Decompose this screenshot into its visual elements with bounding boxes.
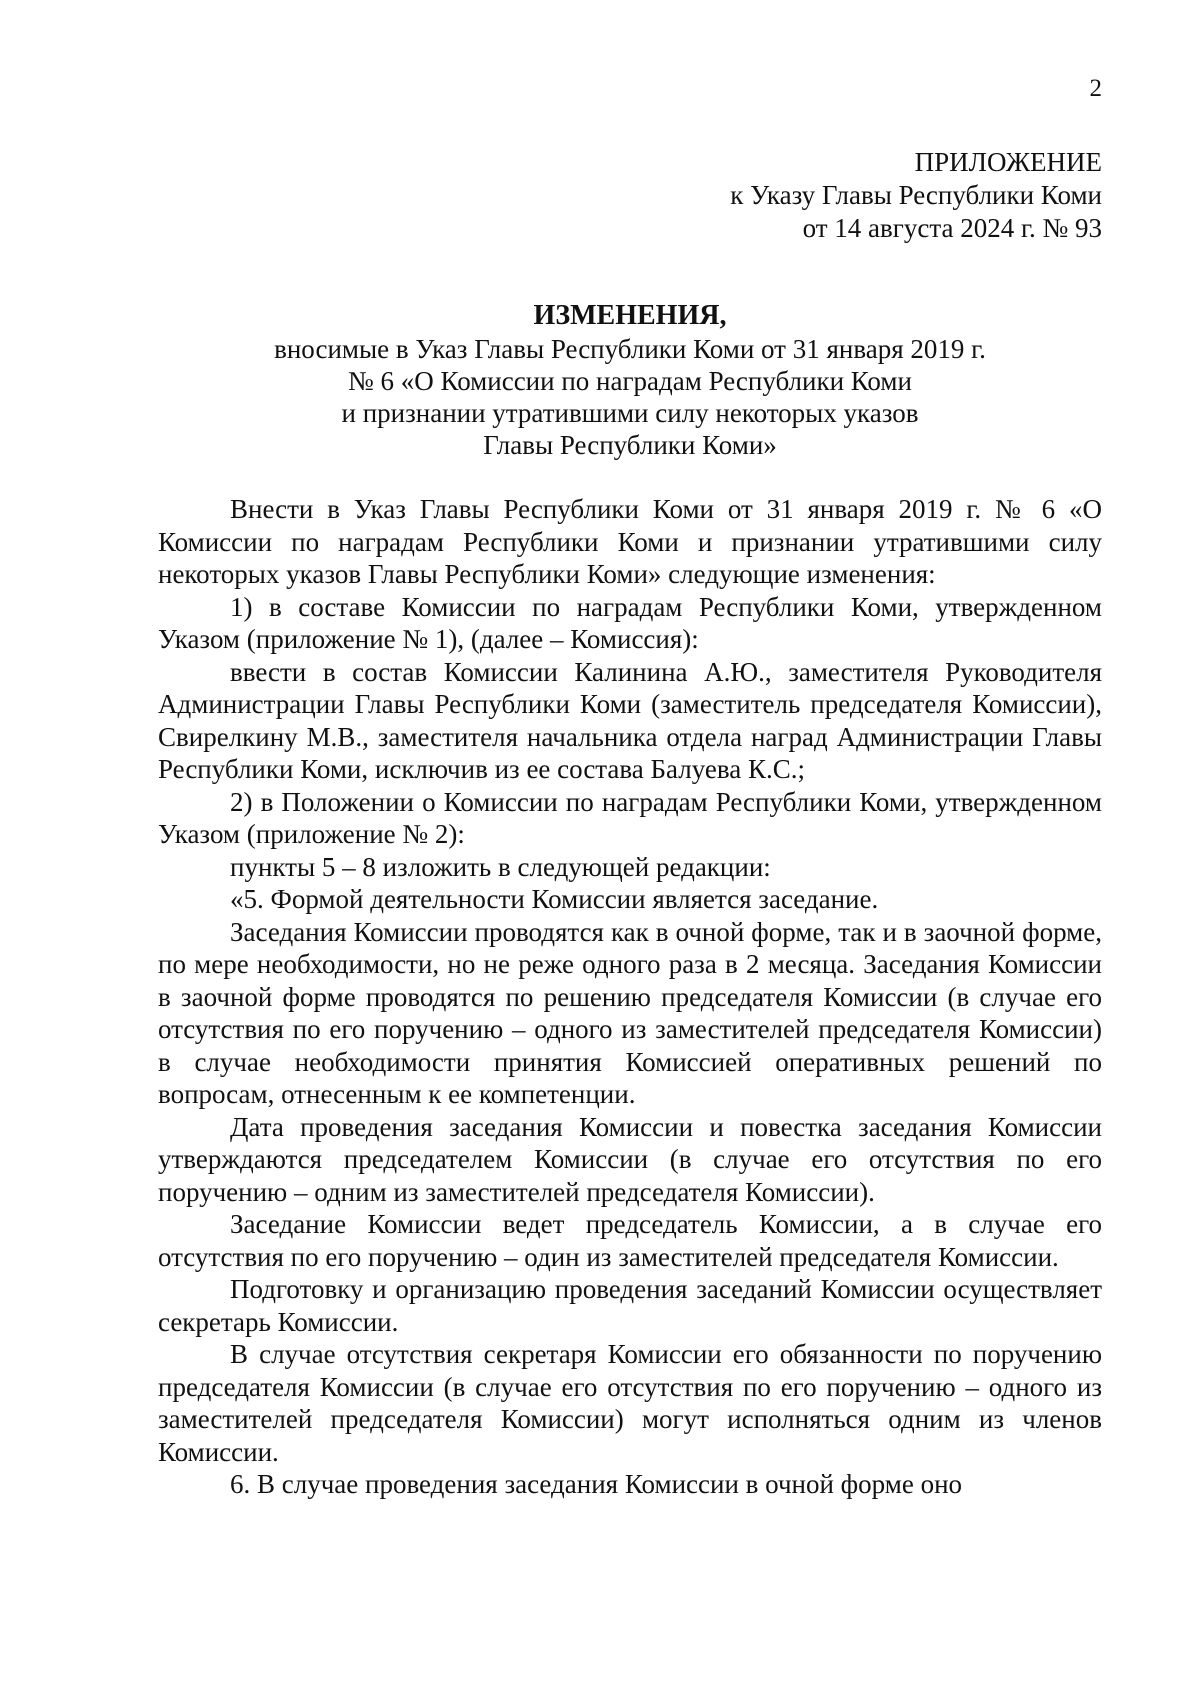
appendix-header [730,146,1102,245]
paragraph: 6. В случае проведения заседания Комиссии в очной форме оно [230,1469,963,1499]
title-line: вносимые в Указ Главы Республики Коми от 31 января 2019 г. [274,334,986,364]
paragraph: Заседание Комиссии ведет председатель Комиссии, а в случае его отсутствия по его поручению – один из заместителей председателя Комиссии. [158,1209,1102,1272]
paragraph: Подготовку и организацию проведения заседаний Комиссии осуществляет секретарь Комиссии. [158,1274,1102,1337]
paragraph: 2) в Положении о Комиссии по наградам Республики Коми, утвержденном Указом (приложение № 2): [158,786,1102,849]
document-body [158,493,1102,1501]
appendix-reference: к Указу Главы Республики Коми [730,180,1102,210]
paragraph: Дата проведения заседания Комиссии и повестка заседания Комиссии утверждаются председателем Комиссии (в случае его отсутствия по его поручению – одним из заместителей председателя Комиссии). [158,1111,1102,1207]
page-number: 2 [1089,75,1102,102]
title-line: и признании утратившими силу некоторых указов [341,398,919,428]
paragraph: ввести в состав Комиссии Калинина А.Ю., заместителя Руководителя Администрации Главы Республики Коми (заместитель председателя Комиссии), Свирелкину М.В., заместителя начальника отдела наград Администрации Главы Республики Коми, исключив из ее состава Балуева К.С.; [158,656,1102,784]
paragraph: Внести в Указ Главы Республики Коми от 31 января 2019 г. № 6 «О Комиссии по наградам Республики Коми и признании утратившими силу некоторых указов Главы Республики Коми» следующие изменения: [158,494,1102,589]
paragraph: Заседания Комиссии проводятся как в очной форме, так и в заочной форме, по мере необходимости, но не реже одного раза в 2 месяца. Заседания Комиссии в заочной форме проводятся по решению председателя Комиссии (в случае его отсутствия по его поручению – одного из заместителей председателя Комиссии) в случае необходимости принятия Комиссией оперативных решений по вопросам, отнесенным к ее компетенции. [158,916,1102,1109]
paragraph: пункты 5 – 8 изложить в следующей редакции: [230,851,771,882]
appendix-title: ПРИЛОЖЕНИЕ [914,147,1102,177]
paragraph: 1) в составе Комиссии по наградам Республики Коми, утвержденном Указом (приложение № 1), (далее – Комиссия): [158,591,1102,654]
document-heading: ИЗМЕНЕНИЯ, [533,300,727,331]
paragraph: В случае отсутствия секретаря Комиссии его обязанности по поручению председателя Комиссии (в случае его отсутствия по его поручению – одного из заместителей председателя Комиссии) могут исполняться одним из членов Комиссии. [158,1339,1102,1467]
appendix-date: от 14 августа 2024 г. № 93 [802,213,1102,243]
paragraph: «5. Формой деятельности Комиссии является заседание. [230,884,879,914]
title-line: Главы Республики Коми» [483,430,777,460]
document-title-block [158,299,1102,461]
title-line: № 6 «О Комиссии по наградам Республики Коми [348,366,912,396]
